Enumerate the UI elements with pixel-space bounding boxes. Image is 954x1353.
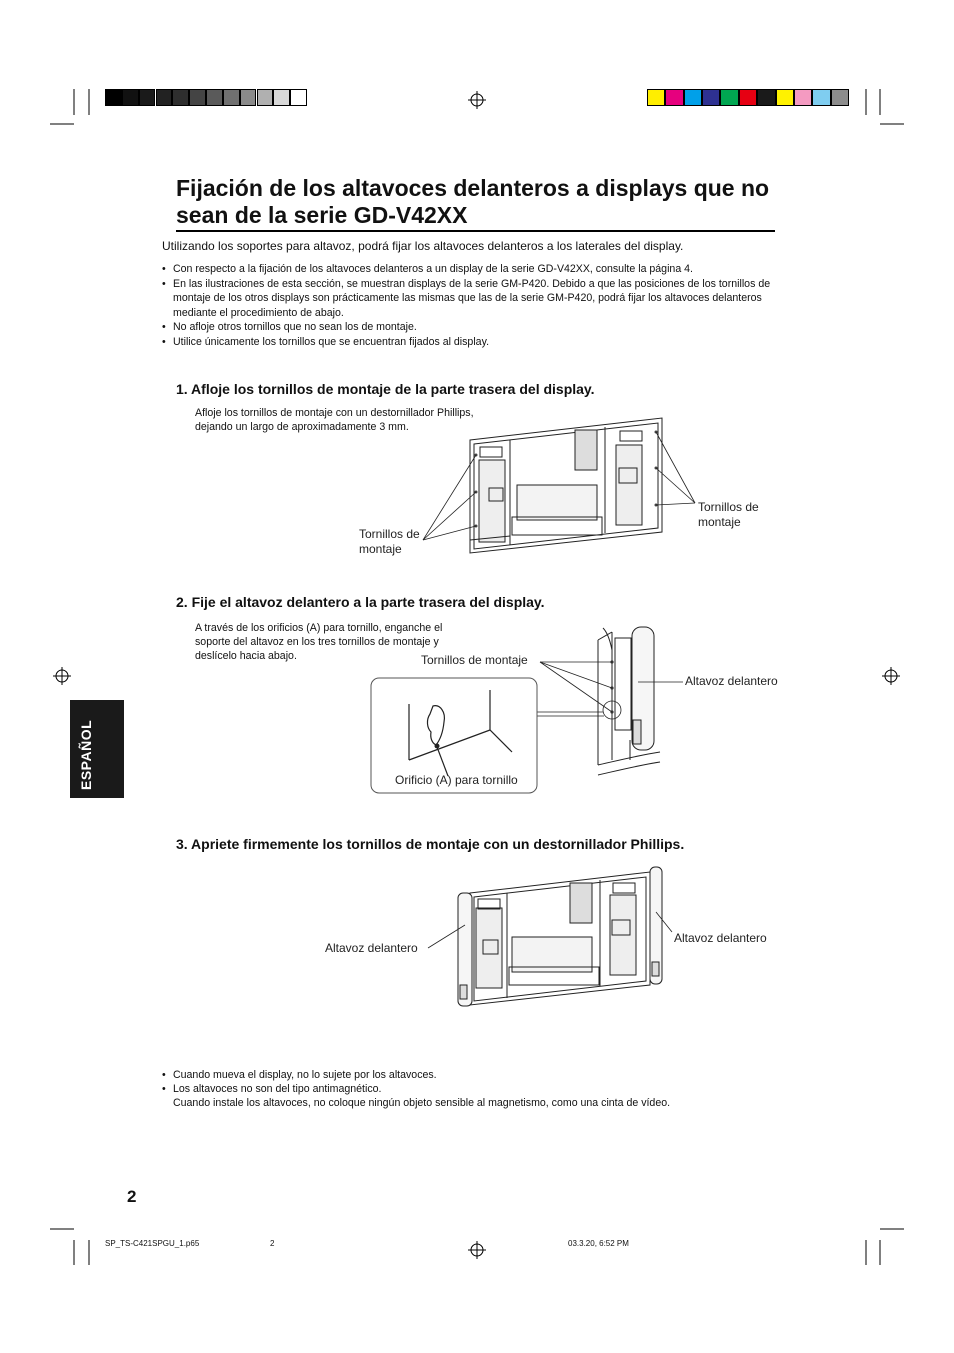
step-2-desc: A través de los orificios (A) para tornillo, enganche el soporte del altavoz en los tres tornillos de montaje y deslícelo hacia abajo. [195,622,443,662]
label-screw-hole: Orificio (A) para tornillo [395,773,518,787]
label-speaker-right: Altavoz delantero [674,931,767,945]
step-1-desc: Afloje los tornillos de montaje con un destornillador Phillips, dejando un largo de aproximadamente 3 mm. [195,407,474,433]
label-mounting-screws: Tornillos de montaje [421,653,528,667]
footer-date: 03.3.20, 6:52 PM [568,1239,629,1248]
list-item: • En las ilustraciones de esta sección, se muestran displays de la serie GM-P420. Debido a que las posiciones de los tornillos de montaje de los otros displays son prácticamente las mismas que las de la serie GM-P420, podrá fijar los altavoces delanteros mediante el procedimiento de abajo. [162,277,772,321]
step-2-heading: 2. Fije el altavoz delantero a la parte trasera del display. [176,594,545,610]
intro-text: Utilizando los soportes para altavoz, podrá fijar los altavoces delanteros a los laterales del display. [162,239,684,253]
footer-page: 2 [270,1239,275,1248]
label-speaker-left: Altavoz delantero [325,941,418,955]
language-tab-label: ESPAÑOL [78,719,94,790]
step-1-heading: 1. Afloje los tornillos de montaje de la parte trasera del display. [176,381,595,397]
label-screws-left: Tornillos de montaje [359,527,420,556]
list-item: • Con respecto a la fijación de los altavoces delanteros a un display de la serie GD-V42XX, consulte la página 4. [162,262,772,277]
list-item: • Cuando mueva el display, no lo sujete por los altavoces. [162,1068,802,1082]
label-front-speaker: Altavoz delantero [685,674,778,688]
step-3-heading: 3. Apriete firmemente los tornillos de montaje con un destornillador Phillips. [176,836,685,852]
list-item: Cuando instale los altavoces, no coloque ningún objeto sensible al magnetismo, como una cinta de vídeo. [173,1097,671,1109]
page-title: Fijación de los altavoces delanteros a displays que no sean de la serie GD-V42XX [176,175,770,228]
list-item: • Los altavoces no son del tipo antimagnético. [162,1082,802,1096]
list-item: • Utilice únicamente los tornillos que se encuentran fijados al display. [162,335,772,350]
label-screws-right: Tornillos de montaje [698,500,759,529]
footer-file: SP_TS-C421SPGU_1.p65 [105,1239,200,1248]
list-item: • No afloje otros tornillos que no sean los de montaje. [162,320,772,335]
notes-list [162,1068,802,1110]
page-number: 2 [127,1187,137,1206]
